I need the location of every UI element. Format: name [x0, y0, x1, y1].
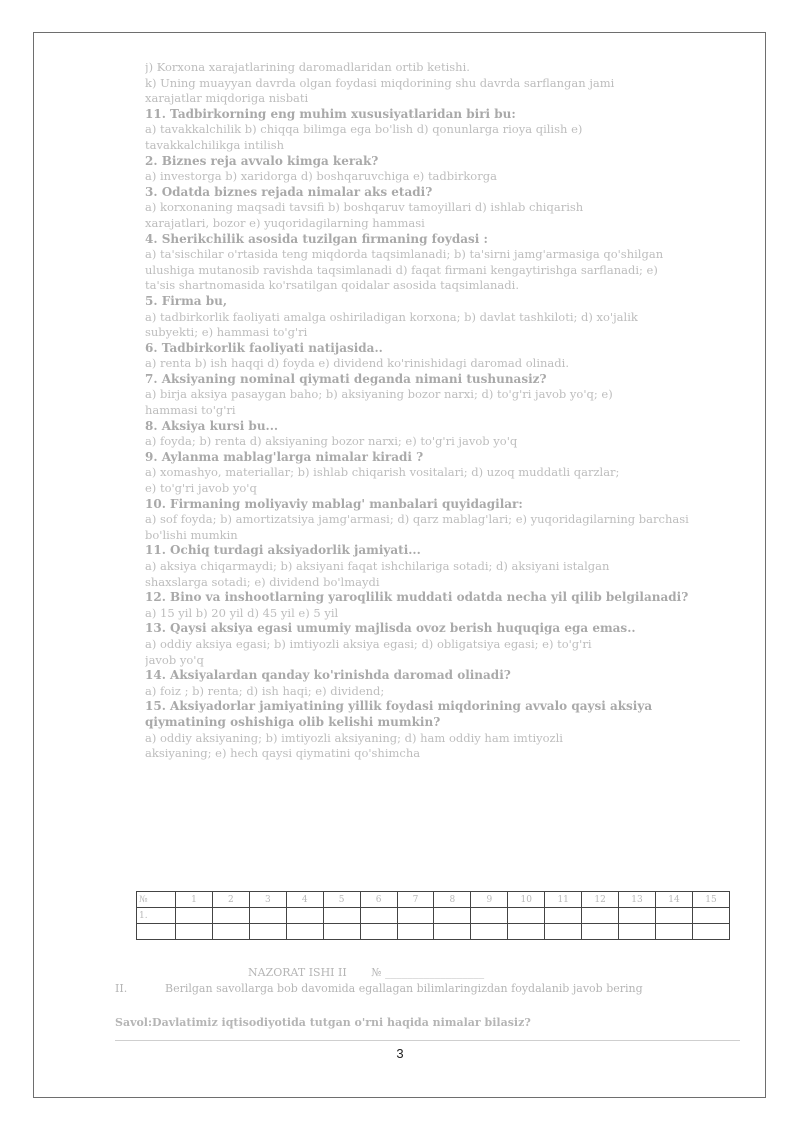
- answer-options: a) oddiy aksiyaning; b) imtiyozli aksiyaning; d) ham oddiy ham imtiyozli: [145, 730, 563, 745]
- answer-options: javob yo'q: [145, 652, 204, 667]
- table-header-cell: 12: [582, 892, 619, 908]
- task-instruction: [115, 982, 745, 995]
- question-text: 6. Tadbirkorlik faoliyati natijasida..: [145, 340, 383, 355]
- table-cell: [434, 924, 471, 940]
- answer-options: xarajatlari, bozor e) yuqoridagilarning hammasi: [145, 215, 425, 230]
- table-cell: [692, 924, 729, 940]
- answer-options: a) 15 yil b) 20 yil d) 45 yil e) 5 yil: [145, 605, 339, 620]
- question-text: 11. Tadbirkorning eng muhim xususiyatlaridan biri bu:: [145, 106, 516, 121]
- table-cell: [286, 924, 323, 940]
- table-cell: [545, 908, 582, 924]
- essay-question: Savol:Davlatimiz iqtisodiyotida tutgan o'rni haqida nimalar bilasiz?: [115, 1016, 531, 1029]
- question-text: 8. Aksiya kursi bu...: [145, 418, 279, 433]
- table-header-cell: 6: [360, 892, 397, 908]
- table-cell: [619, 924, 656, 940]
- table-header-cell: 7: [397, 892, 434, 908]
- table-cell: [397, 924, 434, 940]
- answer-options: a) sof foyda; b) amortizatsiya jamg'armasi; d) qarz mablag'lari; e) yuqoridagilarning barchasi: [145, 512, 689, 527]
- answer-options: a) xomashyo, materiallar; b) ishlab chiqarish vositalari; d) uzoq muddatli qarzlar;: [145, 465, 620, 480]
- variant-heading: [248, 966, 800, 979]
- variant-label: NAZORAT ISHI II: [248, 966, 347, 979]
- table-cell: [619, 908, 656, 924]
- answer-options: hammasi to'g'ri: [145, 403, 236, 418]
- table-cell: [397, 908, 434, 924]
- answer-options: a) tadbirkorlik faoliyati amalga oshiriladigan korxona; b) davlat tashkiloti; d) xo'jalik: [145, 309, 638, 324]
- table-cell: [360, 908, 397, 924]
- question-text: 3. Odatda biznes rejada nimalar aks etadi?: [145, 184, 433, 199]
- table-header-cell: 15: [692, 892, 729, 908]
- answer-options: a) ta'sischilar o'rtasida teng miqdorda taqsimlanadi; b) ta'sirni jamg'armasiga qo'shilgan: [145, 247, 664, 262]
- table-header-cell: 9: [471, 892, 508, 908]
- answer-options: a) aksiya chiqarmaydi; b) aksiyani faqat ishchilariga sotadi; d) aksiyani istalgan: [145, 559, 610, 573]
- table-cell: [212, 908, 249, 924]
- question-text: 9. Aylanma mablag'larga nimalar kiradi ?: [145, 449, 424, 464]
- answer-options: tavakkalchilikga intilish: [145, 137, 285, 152]
- question-text: 11. Ochiq turdagi aksiyadorlik jamiyati...: [145, 543, 421, 558]
- table-cell: [508, 924, 545, 940]
- table-cell: [655, 924, 692, 940]
- table-header-cell: 3: [249, 892, 286, 908]
- page-number: 3: [396, 1046, 404, 1061]
- answer-options: ulushiga mutanosib ravishda taqsimlanadi d) faqat firmani kengaytirishga sarflanadi; e): [145, 262, 658, 277]
- table-header-row: [137, 892, 730, 908]
- answer-options: a) tavakkalchilik b) chiqqa bilimga ega bo'lish d) qonunlarga rioya qilish e): [145, 122, 583, 137]
- question-text: 14. Aksiyalardan qanday ko'rinishda daromad olinadi?: [145, 668, 511, 683]
- test-questions: [145, 60, 745, 762]
- table-header-cell: 8: [434, 892, 471, 908]
- answer-options: ta'sis shartnomasida ko'rsatilgan qoidalar asosida taqsimlanadi.: [145, 278, 519, 293]
- table-cell: [323, 908, 360, 924]
- table-header-cell: 10: [508, 892, 545, 908]
- answer-options: a) birja aksiya pasaygan baho; b) aksiyaning bozor narxi; d) to'g'ri javob yo'q; e): [145, 387, 613, 402]
- answer-options: a) investorga b) xaridorga d) boshqaruvchiga e) tadbirkorga: [145, 169, 497, 184]
- answer-options: shaxslarga sotadi; e) dividend bo'lmaydi: [145, 574, 380, 589]
- table-header-cell: 11: [545, 892, 582, 908]
- table-cell: [582, 908, 619, 924]
- table-cell: [212, 924, 249, 940]
- question-text: 15. Aksiyadorlar jamiyatining yillik foydasi miqdorining avvalo qaysi aksiya: [145, 699, 653, 714]
- table-cell: [323, 924, 360, 940]
- table-cell: [137, 924, 176, 940]
- answer-options: xarajatlar miqdoriga nisbati: [145, 91, 309, 106]
- footer-divider: [115, 1040, 740, 1041]
- question-text: qiymatining oshishiga olib kelishi mumkin?: [145, 714, 441, 729]
- answer-options: aksiyaning; e) hech qaysi qiymatini qo'shimcha: [145, 746, 421, 761]
- table-cell: [508, 908, 545, 924]
- table-cell: [545, 924, 582, 940]
- table-header-cell: 2: [212, 892, 249, 908]
- table-cell: [249, 924, 286, 940]
- table-cell: [655, 908, 692, 924]
- task-number: II.: [115, 982, 128, 995]
- question-text: 5. Firma bu,: [145, 293, 228, 308]
- table-cell: [176, 924, 213, 940]
- table-header-cell: 14: [655, 892, 692, 908]
- table-cell: [286, 908, 323, 924]
- question-text: 10. Firmaning moliyaviy mablag' manbalari quyidagilar:: [145, 496, 523, 511]
- table-cell: 1.: [137, 908, 176, 924]
- answer-options: a) korxonaning maqsadi tavsifi b) boshqaruv tamoyillari d) ishlab chiqarish: [145, 200, 584, 215]
- table-cell: [471, 908, 508, 924]
- table-cell: [176, 908, 213, 924]
- answer-grid: [136, 891, 730, 940]
- answer-options: a) renta b) ish haqqi d) foyda e) dividend ko'rinishidagi daromad olinadi.: [145, 356, 569, 371]
- answer-options: e) to'g'ri javob yo'q: [145, 481, 257, 496]
- answer-options: a) foyda; b) renta d) aksiyaning bozor narxi; e) to'g'ri javob yo'q: [145, 434, 518, 449]
- table-cell: [434, 908, 471, 924]
- answer-options: subyekti; e) hammasi to'g'ri: [145, 325, 308, 340]
- table-row: [137, 908, 730, 924]
- answer-options: k) Uning muayyan davrda olgan foydasi miqdorining shu davrda sarflangan jami: [145, 75, 615, 90]
- table-cell: [582, 924, 619, 940]
- table-header-cell: №: [137, 892, 176, 908]
- answer-options: a) foiz ; b) renta; d) ish haqi; e) dividend;: [145, 683, 385, 698]
- table-row: [137, 924, 730, 940]
- table-header-cell: 4: [286, 892, 323, 908]
- table-header-cell: 1: [176, 892, 213, 908]
- question-text: 7. Aksiyaning nominal qiymati deganda nimani tushunasiz?: [145, 371, 547, 386]
- question-text: 13. Qaysi aksiya egasi umumiy majlisda ovoz berish huquqiga ega emas..: [145, 621, 636, 636]
- table-header-cell: 13: [619, 892, 656, 908]
- question-text: 12. Bino va inshootlarning yaroqlilik muddati odatda necha yil qilib belgilanadi?: [145, 590, 689, 605]
- table-cell: [471, 924, 508, 940]
- task-text: Berilgan savollarga bob davomida egallagan bilimlaringizdan foydalanib javob bering: [165, 982, 643, 995]
- question-text: 4. Sherikchilik asosida tuzilgan firmaning foydasi :: [145, 231, 488, 246]
- table-cell: [360, 924, 397, 940]
- variant-number: № __________________: [371, 966, 485, 979]
- answer-options: a) oddiy aksiya egasi; b) imtiyozli aksiya egasi; d) obligatsiya egasi; e) to'g'ri: [145, 636, 592, 651]
- table-header-cell: 5: [323, 892, 360, 908]
- answer-options: j) Korxona xarajatlarining daromadlaridan ortib ketishi.: [145, 60, 470, 74]
- table-cell: [249, 908, 286, 924]
- answer-options: bo'lishi mumkin: [145, 527, 238, 542]
- table-cell: [692, 908, 729, 924]
- question-text: 2. Biznes reja avvalo kimga kerak?: [145, 153, 379, 168]
